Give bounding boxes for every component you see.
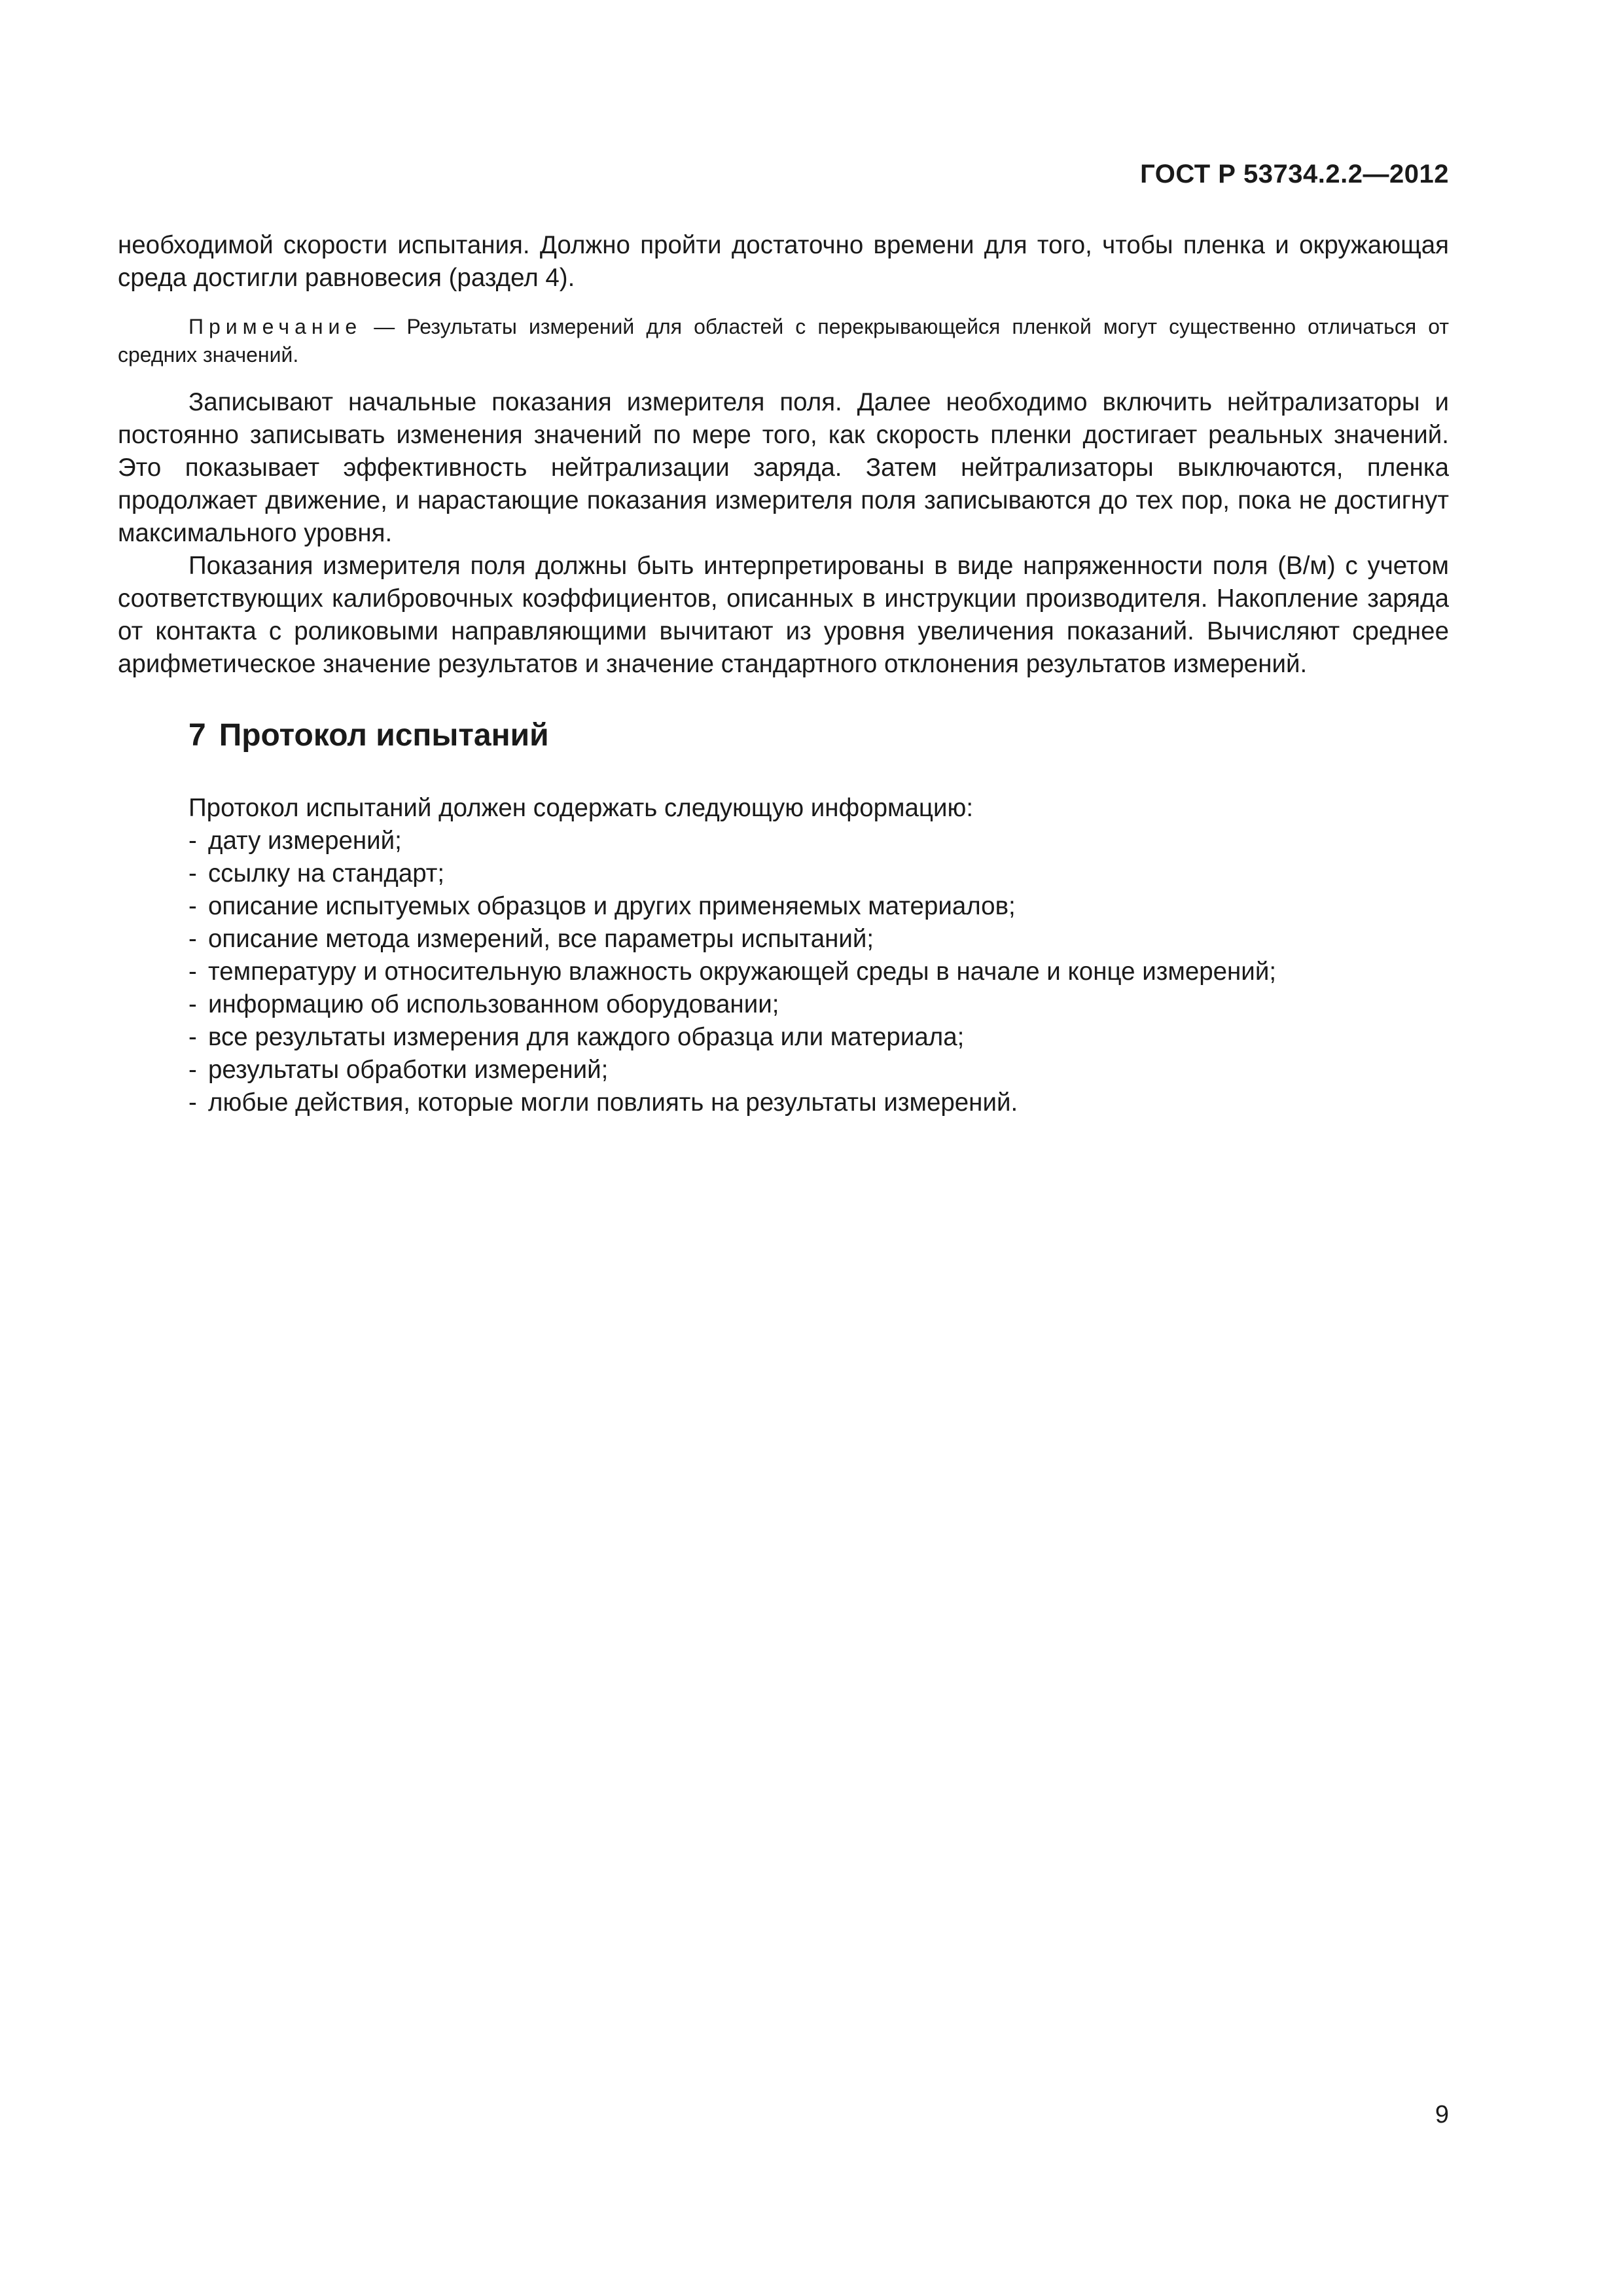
list-item bbox=[188, 1021, 1449, 1054]
list-item-text: ссылку на стандарт; bbox=[208, 859, 445, 888]
section-title: Протокол испытаний bbox=[219, 718, 549, 753]
list-item bbox=[188, 923, 1449, 956]
section-number: 7 bbox=[188, 718, 206, 753]
list-item-text: температуру и относительную влажность окружающей среды в начале и конце измерений; bbox=[208, 958, 1277, 986]
list-item-text: все результаты измерения для каждого образца или материала; bbox=[208, 1023, 965, 1051]
list-dash: - bbox=[188, 892, 197, 920]
list-item bbox=[188, 956, 1449, 988]
paragraph-continuation: необходимой скорости испытания. Должно пройти достаточно времени для того, чтобы пленка и окружающая среда достигли равновесия (раздел 4). bbox=[118, 231, 1449, 292]
list-item bbox=[188, 825, 1449, 857]
report-items-list bbox=[118, 825, 1449, 1119]
section-heading bbox=[188, 716, 1449, 755]
document-body bbox=[118, 229, 1449, 1119]
list-dash: - bbox=[188, 859, 197, 888]
list-dash: - bbox=[188, 958, 197, 986]
list-item bbox=[188, 1086, 1449, 1119]
list-item-text: информацию об использованном оборудовании; bbox=[208, 990, 779, 1018]
list-item-text: описание метода измерений, все параметры испытаний; bbox=[208, 925, 874, 953]
list-item-text: дату измерений; bbox=[208, 827, 402, 855]
list-dash: - bbox=[188, 925, 197, 953]
note-text: — Результаты измерений для областей с перекрывающейся пленкой могут существенно отличаться от средних значений. bbox=[118, 315, 1449, 367]
list-item-text: любые действия, которые могли повлиять на результаты измерений. bbox=[208, 1088, 1018, 1117]
list-item-text: описание испытуемых образцов и других применяемых материалов; bbox=[208, 892, 1016, 920]
note-label: Примечание bbox=[188, 315, 363, 338]
list-item bbox=[188, 988, 1449, 1021]
list-dash: - bbox=[188, 1023, 197, 1051]
note bbox=[118, 313, 1449, 369]
list-item-text: результаты обработки измерений; bbox=[208, 1056, 609, 1084]
page-number: 9 bbox=[1435, 2101, 1449, 2128]
list-dash: - bbox=[188, 1088, 197, 1117]
paragraph-recording: Записывают начальные показания измерителя поля. Далее необходимо включить нейтрализаторы и постоянно записывать изменения значений по мере того, как скорость пленки достигает реальных значений. Это показывает эффективность нейтрализации заряда. Затем нейтрализаторы выключаются, пленка продолжает движение, и нарастающие показания измерителя поля записываются до тех пор, пока не достигнут максимального уровня. bbox=[118, 388, 1449, 547]
list-item bbox=[188, 857, 1449, 890]
section-intro: Протокол испытаний должен содержать следующую информацию: bbox=[188, 794, 974, 822]
standard-header: ГОСТ Р 53734.2.2—2012 bbox=[1140, 160, 1449, 188]
paragraph-interpretation: Показания измерителя поля должны быть интерпретированы в виде напряженности поля (В/м) с учетом соответствующих калибровочных коэффициентов, описанных в инструкции производителя. Накопление заряда от контакта с роликовыми направляющими вычитают из уровня увеличения показаний. Вычисляют среднее арифметическое значение результатов и значение стандартного отклонения результатов измерений. bbox=[118, 552, 1449, 678]
list-dash: - bbox=[188, 990, 197, 1018]
list-item bbox=[188, 890, 1449, 923]
list-dash: - bbox=[188, 1056, 197, 1084]
list-item bbox=[188, 1054, 1449, 1086]
list-dash: - bbox=[188, 827, 197, 855]
